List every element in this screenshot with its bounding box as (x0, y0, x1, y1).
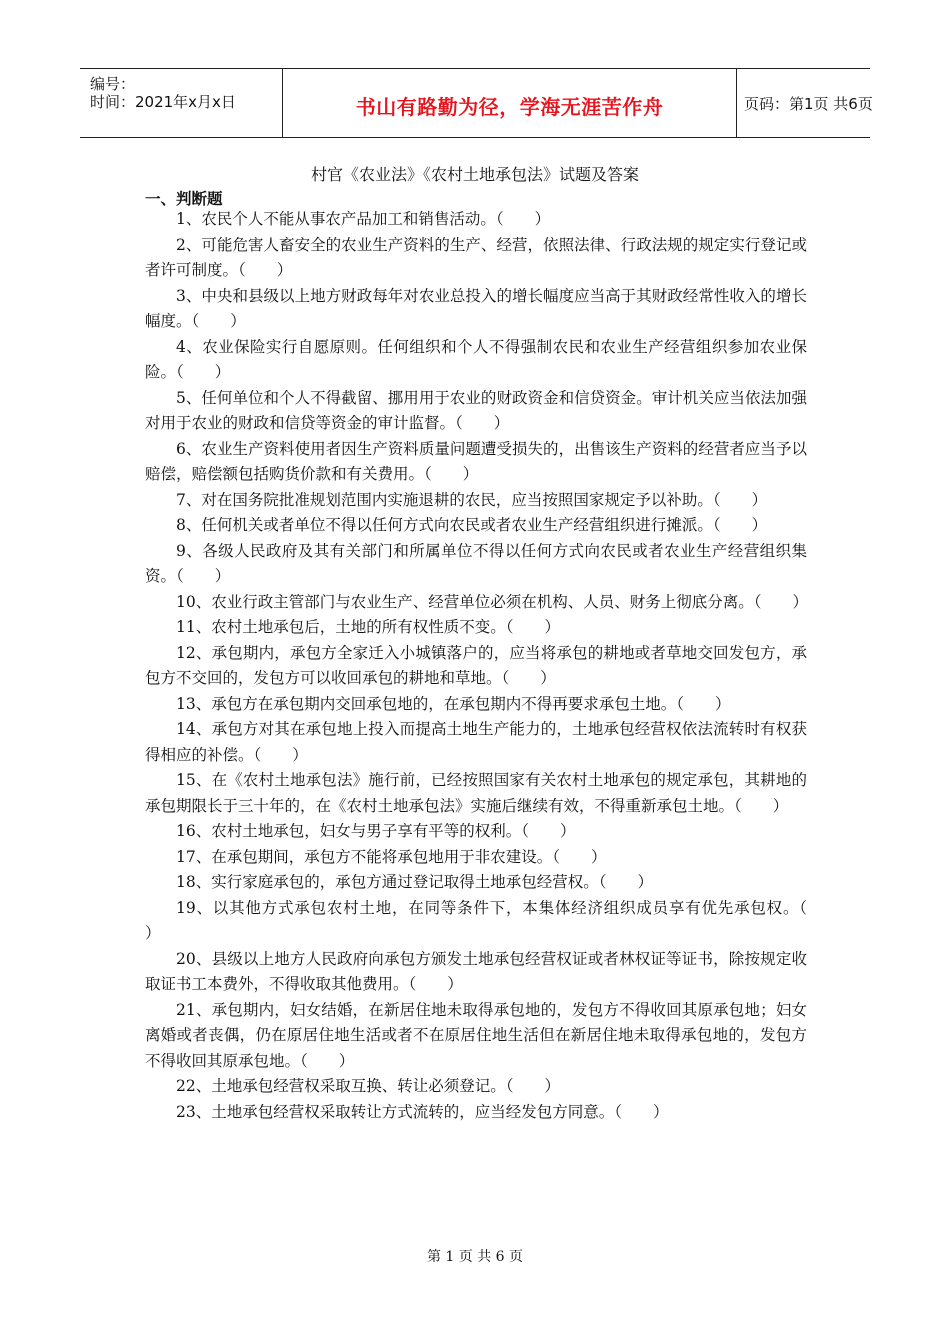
question-item: 20、县级以上地方人民政府向承包方颁发土地承包经营权证或者林权证等证书，除按规定收取证书工本费外，不得收取其他费用。（ ） (145, 949, 807, 993)
question-item: 14、承包方对其在承包地上投入而提高土地生产能力的，土地承包经营权依法流转时有权获得相应的补偿。（ ） (145, 720, 807, 764)
question-item: 16、农村土地承包，妇女与男子享有平等的权利。（ ） (176, 822, 576, 840)
question-item: 13、承包方在承包期内交回承包地的，在承包期内不得再要求承包土地。（ ） (176, 694, 731, 713)
question-item: 9、各级人民政府及其有关部门和所属单位不得以任何方式向农民或者农业生产经营组织集资。（ ） (145, 541, 807, 585)
question-item: 2、可能危害人畜安全的农业生产资料的生产、经营，依照法律、行政法规的规定实行登记或者许可制度。（ ） (145, 235, 807, 279)
question-item: 21、承包期内，妇女结婚，在新居住地未取得承包地的，发包方不得收回其原承包地；妇女离婚或者丧偶，仍在原居住地生活或者不在原居住地生活但在新居住地未取得承包地的，发包方不得收回其原承包地。（ ） (145, 1000, 807, 1070)
question-item: 15、在《农村土地承包法》施行前，已经按照国家有关农村土地承包的规定承包，其耕地的承包期限长于三十年的，在《农村土地承包法》实施后继续有效，不得重新承包土地。（ ） (145, 771, 807, 815)
question-item: 8、任何机关或者单位不得以任何方式向农民或者农业生产经营组织进行摊派。（ ） (176, 516, 768, 534)
document-time-label: 时间：2021年x月x日 (90, 93, 236, 111)
document-title: 村官《农业法》《农村土地承包法》试题及答案 (310, 165, 639, 184)
question-item: 4、农业保险实行自愿原则。任何组织和个人不得强制农民和农业生产经营组织参加农业保险。（ ） (145, 337, 807, 381)
header-motto: 书山有路勤为径，学海无涯苦作舟 (355, 95, 664, 119)
question-item: 18、实行家庭承包的，承包方通过登记取得土地承包经营权。（ ） (176, 873, 653, 891)
question-item: 17、在承包期间，承包方不能将承包地用于非农建设。（ ） (176, 847, 607, 866)
question-item: 5、任何单位和个人不得截留、挪用用于农业的财政资金和信贷资金。审计机关应当依法加强对用于农业的财政和信贷等资金的审计监督。（ ） (145, 388, 807, 432)
header-right-cell (736, 69, 873, 137)
header-table (80, 68, 873, 138)
question-item: 22、土地承包经营权采取互换、转让必须登记。（ ） (176, 1077, 560, 1095)
question-item: 19、以其他方式承包农村土地，在同等条件下，本集体经济组织成员享有优先承包权。（ ） (145, 898, 839, 942)
header-middle-cell (282, 69, 737, 137)
section-heading: 一、判断题 (145, 190, 223, 208)
question-item: 3、中央和县级以上地方财政每年对农业总投入的增长幅度应当高于其财政经常性收入的增长幅度。（ ） (145, 286, 807, 330)
question-item: 7、对在国务院批准规划范围内实施退耕的农民，应当按照国家规定予以补助。（ ） (176, 490, 768, 509)
question-item: 23、土地承包经营权采取转让方式流转的，应当经发包方同意。（ ） (176, 1102, 669, 1121)
header-page-info: 页码：第1页 共6页 (744, 95, 873, 113)
question-list (145, 207, 839, 1125)
question-item: 6、农业生产资料使用者因生产资料质量问题遭受损失的，出售该生产资料的经营者应当予以赔偿，赔偿额包括购货价款和有关费用。（ ） (145, 439, 807, 483)
question-item: 11、农村土地承包后，土地的所有权性质不变。（ ） (176, 618, 560, 636)
document-code-label: 编号： (90, 75, 136, 93)
question-item: 10、农业行政主管部门与农业生产、经营单位必须在机构、人员、财务上彻底分离。（ ） (176, 592, 808, 611)
question-item: 12、承包期内，承包方全家迁入小城镇落户的，应当将承包的耕地或者草地交回发包方，承包方不交回的，发包方可以收回承包的耕地和草地。（ ） (145, 643, 807, 687)
page-footer: 第 1 页 共 6 页 (426, 1249, 524, 1265)
header-left-cell (80, 69, 282, 137)
question-item: 1、农民个人不能从事农产品加工和销售活动。（ ） (176, 210, 551, 228)
